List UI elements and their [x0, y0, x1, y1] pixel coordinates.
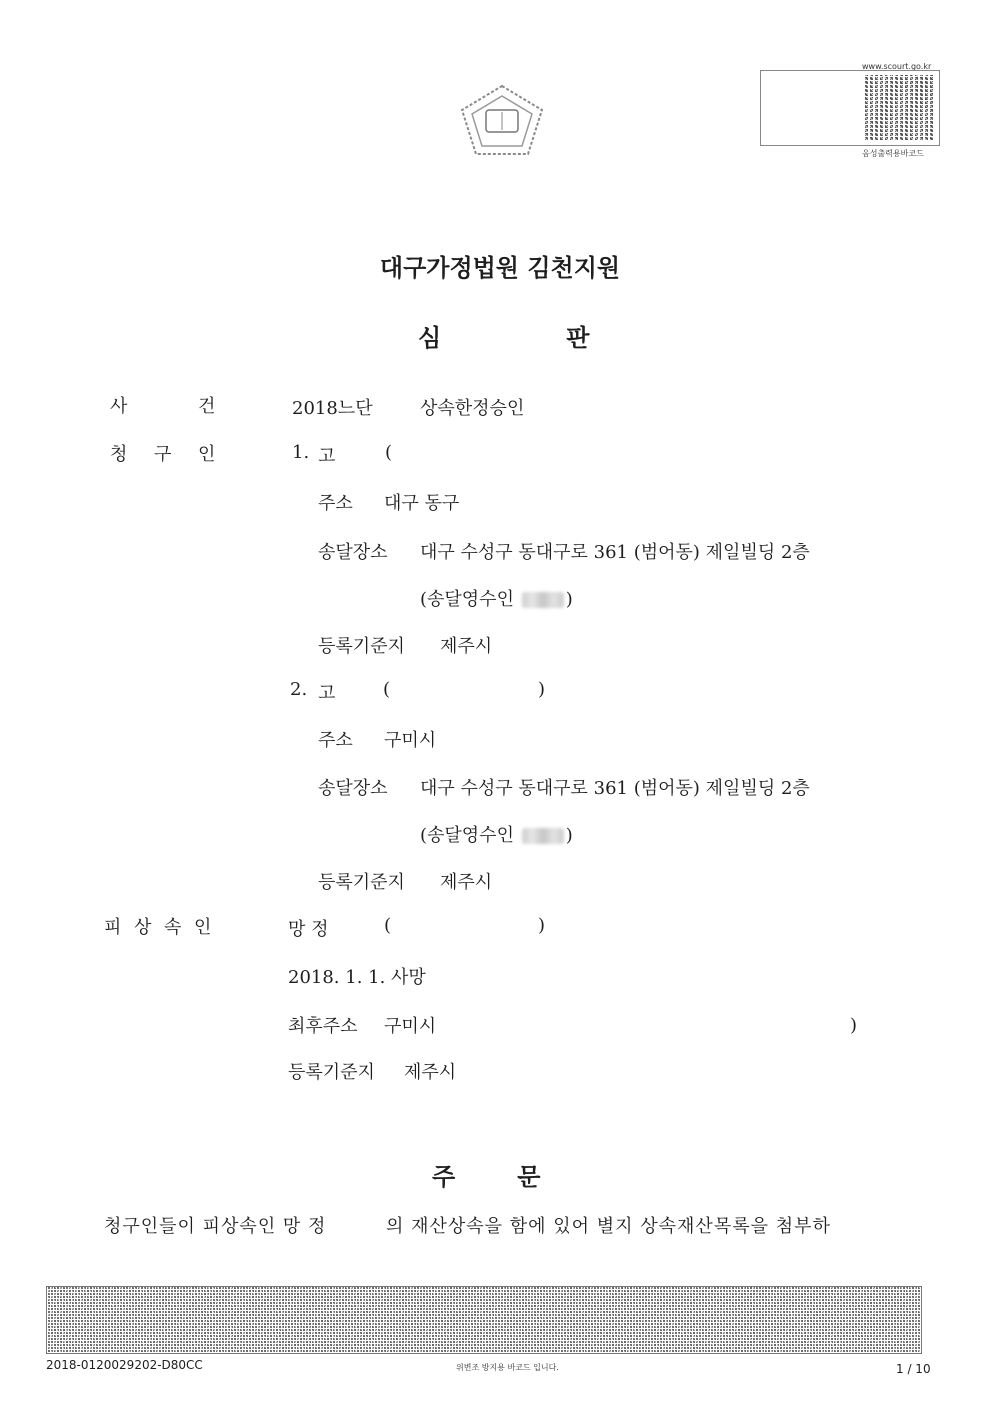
address-value: 대구 동구 — [384, 493, 460, 514]
document-number: 2018-0120029202-D80CC — [46, 1358, 203, 1372]
anti-forgery-barcode — [46, 1286, 922, 1354]
registry-value: 제주시 — [440, 636, 493, 657]
order-text-part1: 청구인들이 피상속인 망 정 — [104, 1216, 327, 1237]
paren-close: ) — [538, 915, 546, 936]
claimant-label-char: 구 — [154, 444, 172, 465]
page-number: 1 / 10 — [896, 1362, 931, 1376]
case-name: 상속한정승인 — [420, 398, 525, 419]
claimant-number: 1. — [292, 442, 310, 463]
delivery-value: 대구 수성구 동대구로 361 (범어동) 제일빌딩 2층 — [420, 542, 810, 563]
delivery-value: 대구 수성구 동대구로 361 (범어동) 제일빌딩 2층 — [420, 778, 810, 799]
claimant-number: 2. — [290, 679, 308, 700]
address-value: 구미시 — [384, 730, 437, 751]
paren-open: ( — [384, 915, 392, 936]
redacted-name — [522, 592, 564, 608]
qr-caption: 음성출력용바코드 — [862, 149, 924, 158]
registry-value: 제주시 — [404, 1062, 457, 1083]
redacted-name — [522, 828, 564, 844]
decedent-label-char: 속 — [164, 917, 182, 938]
registry-label: 등록기준지 — [318, 636, 405, 657]
document-title: 심 판 — [418, 324, 591, 352]
barcode-note: 위변조 방지용 바코드 입니다. — [456, 1363, 559, 1372]
decedent-name: 망 정 — [288, 919, 329, 940]
case-label-char: 건 — [198, 396, 216, 417]
decedent-label-char: 인 — [194, 917, 212, 938]
last-address-label: 최후주소 — [288, 1016, 358, 1037]
court-seal — [452, 82, 552, 160]
court-name: 대구가정법원 김천지원 — [379, 254, 621, 282]
address-label: 주소 — [318, 730, 353, 751]
order-title: 주 문 — [432, 1163, 541, 1191]
voice-output-barcode — [760, 70, 940, 146]
case-number: 2018느단 — [292, 398, 373, 419]
registry-value: 제주시 — [440, 872, 493, 893]
registry-label: 등록기준지 — [318, 872, 405, 893]
recipient-line: (송달영수인 ) — [420, 825, 573, 846]
death-date: 2018. 1. 1. 사망 — [288, 967, 426, 988]
recipient-line: (송달영수인 ) — [420, 589, 573, 610]
address-label: 주소 — [318, 493, 353, 514]
delivery-label: 송달장소 — [318, 542, 388, 563]
paren-close: ) — [538, 679, 546, 700]
paren-close: ) — [850, 1015, 858, 1036]
claimant-label-char: 청 — [110, 444, 128, 465]
last-address-value: 구미시 — [384, 1016, 437, 1037]
delivery-label: 송달장소 — [318, 778, 388, 799]
registry-label: 등록기준지 — [288, 1062, 375, 1083]
claimant-name: 고 — [318, 683, 336, 704]
decedent-label-char: 상 — [134, 917, 152, 938]
claimant-label-char: 인 — [198, 444, 216, 465]
qr-url: www.scourt.go.kr — [862, 62, 932, 71]
case-label-char: 사 — [110, 396, 128, 417]
claimant-name: 고 — [318, 446, 336, 467]
qr-code-pattern — [863, 75, 935, 141]
paren-open: ( — [385, 442, 393, 463]
order-text-part2: 의 재산상속을 함에 있어 별지 상속재산목록을 첨부하 — [386, 1216, 831, 1237]
decedent-label-char: 피 — [104, 917, 122, 938]
paren-open: ( — [383, 679, 391, 700]
